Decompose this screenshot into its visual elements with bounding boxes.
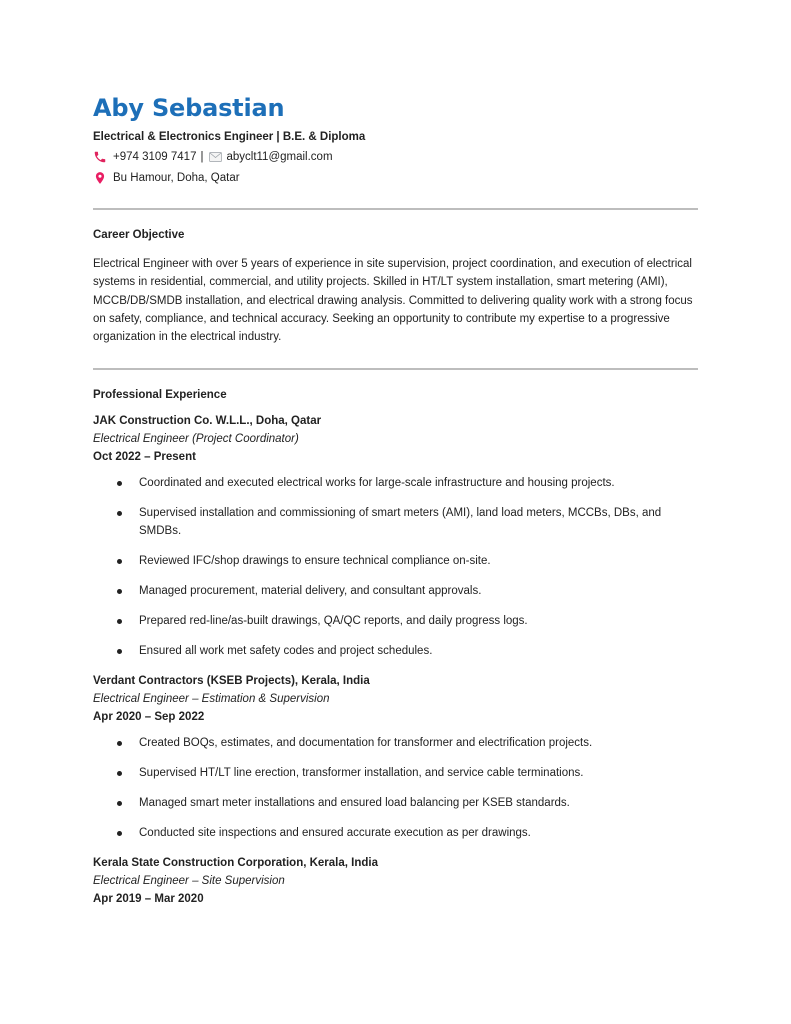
- phone-icon: [93, 150, 107, 164]
- list-item: Managed smart meter installations and ensured load balancing per KSEB standards.: [93, 794, 698, 812]
- section-divider: [93, 208, 698, 210]
- list-item: Coordinated and executed electrical works for large-scale infrastructure and housing projects.: [93, 474, 698, 492]
- phone-number[interactable]: +974 3109 7417: [113, 151, 197, 163]
- location-line: [93, 170, 698, 186]
- job-entry: [93, 672, 698, 842]
- job-entry: [93, 854, 698, 908]
- list-item: Supervised installation and commissioning of smart meters (AMI), land load meters, MCCBs, DBs, and SMDBs.: [93, 504, 698, 540]
- list-item: Conducted site inspections and ensured accurate execution as per drawings.: [93, 824, 698, 842]
- job-bullet-list: [93, 734, 698, 842]
- resume-page: [93, 92, 698, 908]
- location-text: Bu Hamour, Doha, Qatar: [113, 172, 240, 184]
- job-company: JAK Construction Co. W.L.L., Doha, Qatar: [93, 415, 322, 428]
- list-item: Created BOQs, estimates, and documentation for transformer and electrification projects.: [93, 734, 698, 752]
- job-role: Electrical Engineer – Estimation & Supervision: [93, 693, 330, 706]
- job-dates: Apr 2020 – Sep 2022: [93, 711, 205, 724]
- job-company: Verdant Contractors (KSEB Projects), Kerala, India: [93, 675, 370, 688]
- job-role: Electrical Engineer – Site Supervision: [93, 875, 285, 888]
- list-item: Prepared red-line/as-built drawings, QA/QC reports, and daily progress logs.: [93, 612, 698, 630]
- list-item: Supervised HT/LT line erection, transformer installation, and service cable terminations.: [93, 764, 698, 782]
- list-item: Ensured all work met safety codes and project schedules.: [93, 642, 698, 660]
- contact-separator: |: [200, 151, 204, 163]
- job-dates: Oct 2022 – Present: [93, 451, 196, 464]
- job-company: Kerala State Construction Corporation, Kerala, India: [93, 857, 378, 870]
- candidate-subtitle: Electrical & Electronics Engineer | B.E. & Diploma: [93, 131, 366, 143]
- list-item: Reviewed IFC/shop drawings to ensure technical compliance on-site.: [93, 552, 698, 570]
- envelope-icon: [209, 152, 222, 162]
- candidate-name: Aby Sebastian: [93, 94, 285, 122]
- section-divider: [93, 368, 698, 370]
- career-objective-text: Electrical Engineer with over 5 years of experience in site supervision, project coordination, and execution of electrical systems in residential, commercial, and utility projects. Skilled in HT/LT system installation, smart metering (AMI), MCCB/DB/SMDB installation, and electrical drawing analysis. Committed to delivering quality work with a strong focus on safety, compliance, and technical accuracy. Seeking an opportunity to contribute my expertise to a progressive organization in the electrical industry.: [93, 258, 693, 344]
- job-bullet-list: [93, 474, 698, 660]
- list-item: Managed procurement, material delivery, and consultant approvals.: [93, 582, 698, 600]
- contact-line: [93, 149, 698, 165]
- map-pin-icon: [93, 171, 107, 185]
- career-objective-heading: Career Objective: [93, 229, 185, 241]
- job-entry: [93, 412, 698, 660]
- job-role: Electrical Engineer (Project Coordinator): [93, 433, 299, 446]
- experience-heading: Professional Experience: [93, 389, 227, 402]
- job-dates: Apr 2019 – Mar 2020: [93, 893, 204, 906]
- email-address[interactable]: abyclt11@gmail.com: [226, 151, 333, 163]
